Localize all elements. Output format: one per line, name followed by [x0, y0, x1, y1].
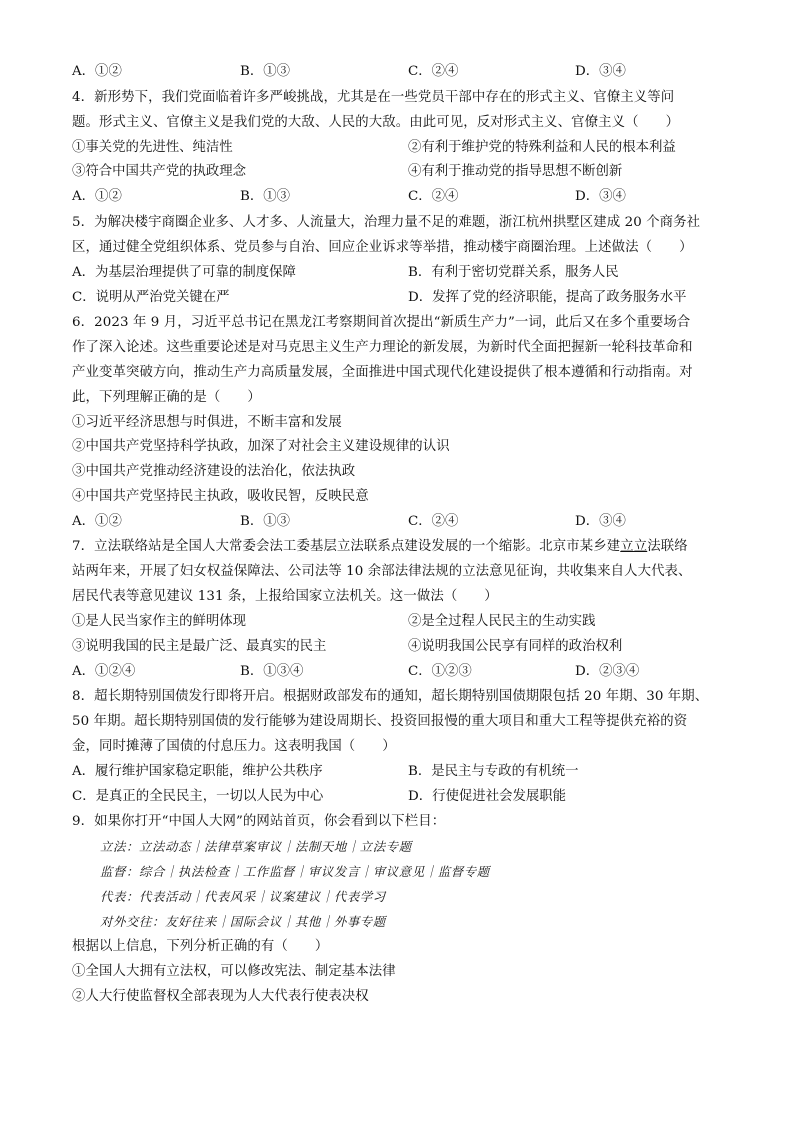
- q8-option-a[interactable]: A．履行维护国家稳定职能，维护公共秩序: [72, 764, 323, 779]
- q9-column-legislation: 立法：立法动态｜法律草案审议｜法制天地｜立法专题: [100, 839, 412, 854]
- q6-stem-line: 此，下列理解正确的是（ ）: [72, 390, 261, 405]
- q7-option-a[interactable]: A．①②④: [72, 664, 136, 679]
- q4-stem-line: 4．新形势下，我们党面临着许多严峻挑战，尤其是在一些党员干部中存在的形式主义、官僚主义等问: [72, 90, 675, 105]
- q9-statement-2: ②人大行使监督权全部表现为人大代表行使表决权: [72, 989, 369, 1004]
- q8-stem-line: 50 年期。超长期特别国债的发行能够为建设周期长、投资回报慢的重大项目和重大工程等提供充裕的资: [72, 714, 688, 729]
- q4-option-c[interactable]: C．②④: [408, 189, 459, 204]
- q9-stem-line: 9．如果你打开“中国人大网”的网站首页，你会看到以下栏目：: [72, 814, 446, 829]
- q7-option-d[interactable]: D．②③④: [575, 664, 640, 679]
- q8-option-c[interactable]: C．是真正的全民民主，一切以人民为中心: [72, 789, 324, 804]
- q3-option-a[interactable]: A．①②: [72, 64, 122, 79]
- q7-stem-line: 居民代表等意见建议 131 条，上报给国家立法机关。这一做法（ ）: [72, 589, 498, 604]
- q6-option-a[interactable]: A．①②: [72, 514, 122, 529]
- q8-option-d[interactable]: D．行使促进社会发展职能: [408, 789, 567, 804]
- q3-option-b[interactable]: B．①③: [240, 64, 291, 79]
- q5-option-c[interactable]: C．说明从严治党关键在严: [72, 290, 230, 305]
- q5-stem-line: 5．为解决楼宇商圈企业多、人才多、人流量大，治理力量不足的难题，浙江杭州拱墅区建成 20 个商务社: [72, 215, 701, 230]
- underlined-text: 立立: [620, 539, 648, 554]
- q5-stem-line: 区，通过健全党组织体系、党员参与自治、回应企业诉求等举措，推动楼宇商圈治理。上述做法（ ）: [72, 240, 693, 255]
- q6-stem-line: 作了深入论述。这些重要论述是对马克思主义生产力理论的新发展，为新时代全面把握新一轮科技革命和: [72, 340, 693, 355]
- q9-column-foreign-affairs: 对外交往：友好往来｜国际会议｜其他｜外事专题: [100, 914, 386, 929]
- q6-stem-line: 产业变革突破方向，推动生产力高质量发展，全面推进中国式现代化建设提供了根本遵循和行动指南。对: [72, 365, 693, 380]
- q7-stem-line: 站两年来，开展了妇女权益保障法、公司法等 10 余部法律法规的立法意见征询，共收集来自人大代表、: [72, 564, 692, 579]
- q6-statement-4: ④中国共产党坚持民主执政，吸收民智，反映民意: [72, 489, 369, 504]
- q4-statement-4: ④有利于推动党的指导思想不断创新: [408, 164, 623, 179]
- q4-statement-2: ②有利于维护党的特殊利益和人民的根本利益: [408, 140, 676, 155]
- q4-stem-line: 题。形式主义、官僚主义是我们党的大敌、人民的大敌。由此可见，反对形式主义、官僚主义（ ）: [72, 115, 680, 130]
- q6-option-b[interactable]: B．①③: [240, 514, 291, 529]
- q8-option-b[interactable]: B．是民主与专政的有机统一: [408, 764, 579, 779]
- q7-statement-4: ④说明我国公民享有同样的政治权利: [408, 639, 623, 654]
- q9-column-supervision: 监督：综合｜执法检查｜工作监督｜审议发言｜审议意见｜监督专题: [100, 864, 490, 879]
- q7-statement-2: ②是全过程人民民主的生动实践: [408, 614, 596, 629]
- q4-statement-1: ①事关党的先进性、纯洁性: [72, 140, 233, 155]
- q7-option-b[interactable]: B．①③④: [240, 664, 304, 679]
- q7-statement-1: ①是人民当家作主的鲜明体现: [72, 614, 247, 629]
- q6-option-c[interactable]: C．②④: [408, 514, 459, 529]
- q9-prompt: 根据以上信息，下列分析正确的有（ ）: [72, 939, 329, 954]
- q7-statement-3: ③说明我国的民主是最广泛、最真实的民主: [72, 639, 327, 654]
- q4-statement-3: ③符合中国共产党的执政理念: [72, 164, 247, 179]
- q6-stem-line: 6．2023 年 9 月，习近平总书记在黑龙江考察期间首次提出“新质生产力”一词，此后又在多个重要场合: [72, 315, 691, 330]
- q5-option-b[interactable]: B．有利于密切党群关系，服务人民: [408, 265, 619, 280]
- q8-stem-line: 8．超长期特别国债发行即将开启。根据财政部发布的通知，超长期特别国债期限包括 20 年期、30 年期、: [72, 689, 709, 704]
- q4-option-a[interactable]: A．①②: [72, 189, 122, 204]
- q3-option-c[interactable]: C．②④: [408, 64, 459, 79]
- q6-option-d[interactable]: D．③④: [575, 514, 626, 529]
- q5-option-d[interactable]: D．发挥了党的经济职能，提高了政务服务水平: [408, 290, 687, 305]
- q8-stem-line: 金，同时摊薄了国债的付息压力。这表明我国（ ）: [72, 739, 396, 754]
- q9-statement-1: ①全国人大拥有立法权，可以修改宪法、制定基本法律: [72, 964, 396, 979]
- q5-option-a[interactable]: A．为基层治理提供了可靠的制度保障: [72, 265, 296, 280]
- q7-stem-line: 7．立法联络站是全国人大常委会法工委基层立法联系点建设发展的一个缩影。北京市某乡建立立法联络: [72, 539, 688, 554]
- q6-statement-1: ①习近平经济思想与时俱进，不断丰富和发展: [72, 415, 342, 430]
- q6-statement-3: ③中国共产党推动经济建设的法治化，依法执政: [72, 464, 356, 479]
- q9-column-deputies: 代表：代表活动｜代表风采｜议案建议｜代表学习: [100, 889, 386, 904]
- q6-statement-2: ②中国共产党坚持科学执政，加深了对社会主义建设规律的认识: [72, 439, 450, 454]
- q3-option-d[interactable]: D．③④: [575, 64, 626, 79]
- q7-option-c[interactable]: C．①②③: [408, 664, 472, 679]
- q4-option-b[interactable]: B．①③: [240, 189, 291, 204]
- q4-option-d[interactable]: D．③④: [575, 189, 626, 204]
